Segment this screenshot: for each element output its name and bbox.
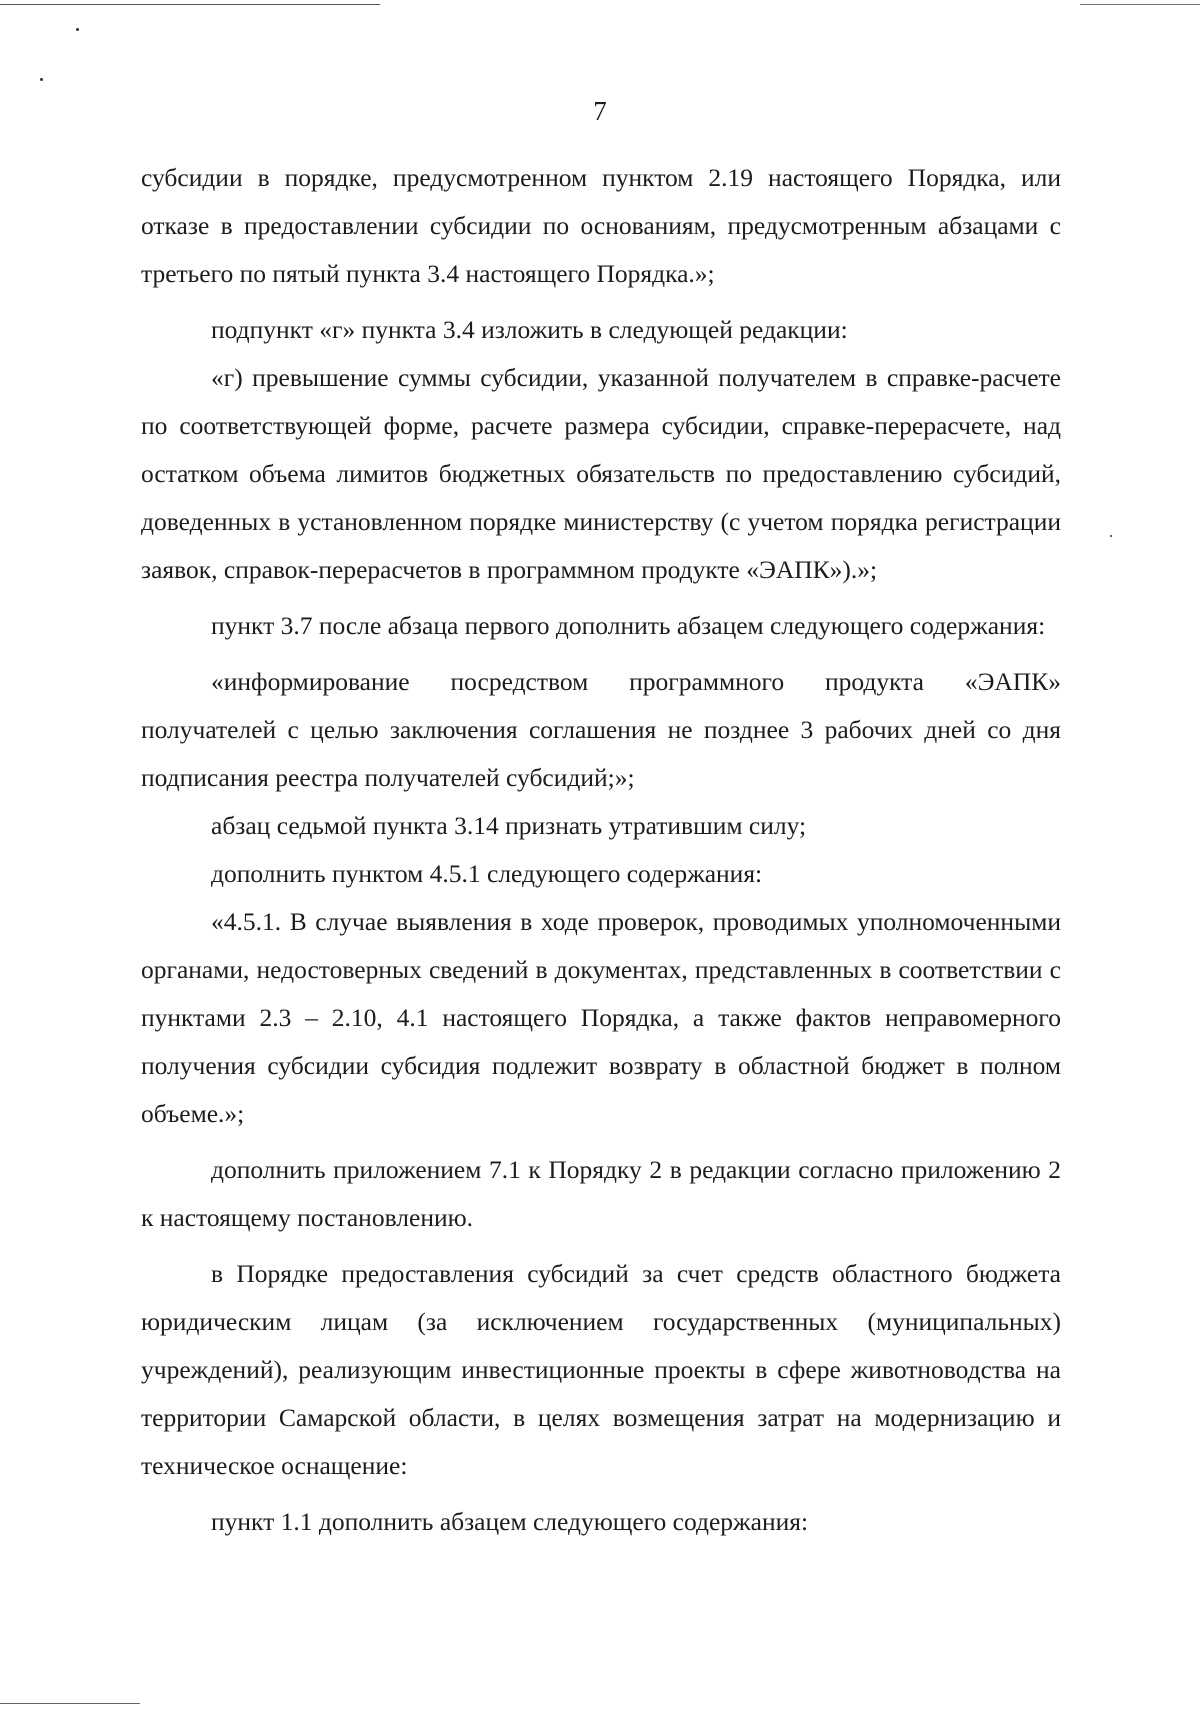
page-number: 7: [593, 96, 607, 126]
paragraph: дополнить приложением 7.1 к Порядку 2 в редакции согласно приложению 2 к настоящему постановлению.: [141, 1155, 1061, 1232]
scan-speck: [1110, 535, 1112, 537]
document-body: [141, 154, 1061, 1546]
paragraph: пункт 3.7 после абзаца первого дополнить абзацем следующего содержания:: [211, 611, 1046, 640]
scan-edge-line: [0, 1703, 140, 1704]
paragraph: дополнить пунктом 4.5.1 следующего содержания:: [211, 859, 763, 888]
paragraph: «4.5.1. В случае выявления в ходе проверок, проводимых уполномоченными органами, недостоверных сведений в документах, представленных в соответствии с пунктами 2.3 – 2.10, 4.1 настоящего Порядка, а также фактов неправомерного получения субсидии субсидия подлежит возврату в областной бюджет в полном объеме.»;: [141, 907, 1061, 1128]
scan-edge-line: [1080, 4, 1200, 5]
paragraph: «г) превышение суммы субсидии, указанной получателем в справке-расчете по соответствующей форме, расчете размера субсидии, справке-перерасчете, над остатком объема лимитов бюджетных обязательств по предоставлению субсидий, доведенных в установленном порядке министерству (с учетом порядка регистрации заявок, справок-перерасчетов в программном продукте «ЭАПК»).»;: [141, 363, 1061, 584]
scan-speck: [40, 78, 43, 81]
paragraph: пункт 1.1 дополнить абзацем следующего содержания:: [211, 1507, 809, 1536]
paragraph: в Порядке предоставления субсидий за счет средств областного бюджета юридическим лицам (за исключением государственных (муниципальных) учреждений), реализующим инвестиционные проекты в сфере животноводства на территории Самарской области, в целях возмещения затрат на модернизацию и техническое оснащение:: [141, 1259, 1061, 1480]
paragraph: подпункт «г» пункта 3.4 изложить в следующей редакции:: [211, 315, 848, 344]
scan-edge-line: [0, 4, 380, 5]
paragraph: абзац седьмой пункта 3.14 признать утратившим силу;: [211, 811, 807, 840]
paragraph-continuation: субсидии в порядке, предусмотренном пунктом 2.19 настоящего Порядка, или отказе в предоставлении субсидии по основаниям, предусмотренным абзацами с третьего по пятый пункта 3.4 настоящего Порядка.»;: [141, 163, 1061, 288]
paragraph: «информирование посредством программного продукта «ЭАПК» получателей с целью заключения соглашения не позднее 3 рабочих дней со дня подписания реестра получателей субсидий;»;: [141, 667, 1061, 792]
scan-speck: [76, 28, 79, 31]
